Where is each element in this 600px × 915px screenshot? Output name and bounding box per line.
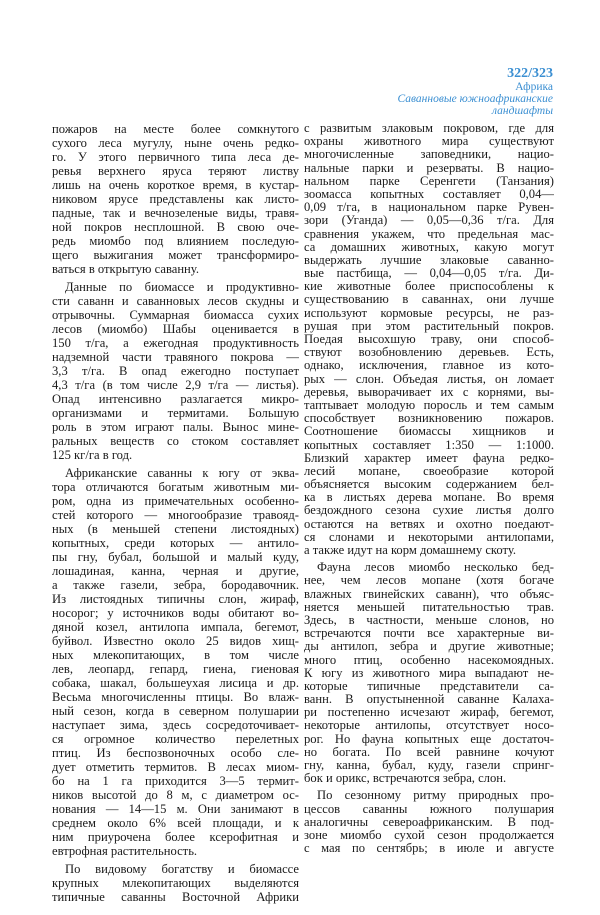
text-line: много птиц, особенно насекомоядных. xyxy=(304,653,554,667)
text-line: рог. Но фауна копытных еще достаточ- xyxy=(304,732,554,746)
text-line: Фауна лесов миомбо несколько бед- xyxy=(317,561,554,575)
text-line: 3,3 т/га. В опад ежегодно поступает xyxy=(52,364,299,378)
text-line: лесов (миомбо) Шабы оценивается в xyxy=(52,322,299,336)
text-line: ствуют возобновлению деревьев. Есть, xyxy=(304,346,554,360)
text-line: выдержать лучшие злаковые саванно- xyxy=(304,253,554,267)
text-line: ных млекопитающих, в том числе xyxy=(52,648,299,662)
text-line: ников высотой до 8 м, с диаметром ос- xyxy=(52,788,299,802)
text-line: остаются на ветвях и охотно поедают- xyxy=(304,517,554,531)
paragraph xyxy=(52,466,299,858)
text-line: некоторые антилопы, отсутствует носо- xyxy=(304,719,554,733)
text-line: щего выжигания может трансформиро- xyxy=(52,248,299,262)
text-line: организмами и термитами. Большую xyxy=(52,406,299,420)
text-line: с развитым злаковым покровом, где для xyxy=(304,122,554,135)
text-line: а также газели, зебра, бородавочник. xyxy=(52,578,299,592)
text-line: бок и орикс, встречаются зебра, слон. xyxy=(304,772,507,786)
text-line: стей которого — многообразие травояд- xyxy=(52,508,299,522)
text-line: дяной козел, антилопа импала, бегемот, xyxy=(52,620,299,634)
text-line: способствует возникновению пожаров. xyxy=(304,412,554,426)
text-line: копытных, среди которых — антило- xyxy=(52,536,299,550)
text-line: ром, одна из примечательных особенно- xyxy=(52,494,299,508)
text-line: зори (Уганда) — 0,05—0,36 т/га. Для xyxy=(304,214,554,228)
text-line: птиц. Из беспозвоночных особо сле- xyxy=(52,746,299,760)
text-line: ды антилоп, зебра и другие животные; xyxy=(304,640,554,654)
paragraph xyxy=(304,561,554,785)
paragraph xyxy=(304,122,554,557)
text-line: носорог; у источников воды обитают во- xyxy=(52,606,299,620)
subsection-title-line-2: ландшафты xyxy=(492,105,553,117)
text-line: ной покров несплошной. В свою оче- xyxy=(52,220,299,234)
text-line: сти саванн и саванновых лесов скудны и xyxy=(52,294,299,308)
text-line: крупных млекопитающих выделяются xyxy=(52,876,299,890)
text-line: а также идут на корм домашнему скоту. xyxy=(304,544,517,557)
text-line: падные, так и вечнозеленые виды, травя- xyxy=(52,206,299,220)
text-line: ревья верхнего яруса теряют листву xyxy=(52,164,299,178)
text-line: зоомасса копытных составляет 0,04— xyxy=(304,187,554,201)
text-line: пожаров на месте более сомкнутого xyxy=(52,122,299,136)
subsection-title-line-1: Саванновые южноафриканские xyxy=(397,93,553,105)
text-line: няется меньшей питательностью трав. xyxy=(304,600,554,614)
text-line: пы гну, бубал, большой и малый куду, xyxy=(52,550,299,564)
text-line: охраны животного мира существуют xyxy=(304,135,554,149)
text-line: ка в листьях дерева мопане. Во время xyxy=(304,491,554,505)
text-line: встречаются почти все характерные ви- xyxy=(304,627,554,641)
text-line: аналогичны североафриканским. В под- xyxy=(304,815,554,829)
text-line: используют кормовые ресурсы, не раз- xyxy=(304,306,554,320)
text-line: нования — 14—15 м. Они занимают в xyxy=(52,802,299,816)
text-line: с мая по сентябрь; в июле и августе xyxy=(304,842,554,856)
text-line: тора отличаются богатым животным ми- xyxy=(52,480,299,494)
text-line: лев, леопард, гепард, гиена, гиеновая xyxy=(52,662,299,676)
text-line: евтрофная растительность. xyxy=(52,844,198,858)
text-line: Близкий характер имеет фауна редко- xyxy=(304,451,554,465)
text-line: рушая при этом растительный покров. xyxy=(304,319,554,333)
text-line: которые типичные представители са- xyxy=(304,679,554,693)
text-line: Из листоядных типичны слон, жираф, xyxy=(52,592,299,606)
text-line: деревья, выворачивает их с корнями, вы- xyxy=(304,385,554,399)
text-line: гну, канна, бубал, куду, газели спринг- xyxy=(304,759,554,772)
text-line: вые пастбища, — 0,04—0,05 т/га. Ди- xyxy=(304,267,554,281)
section-title: Африка xyxy=(515,81,553,93)
text-line: лошадиная, канна, черная и другие, xyxy=(52,564,299,578)
text-line: нальном парке Серенгети (Танзания) xyxy=(304,174,554,188)
text-line: таптывает молодую поросль и тем самым xyxy=(304,398,554,412)
text-line: сравнения укажем, что предельная мас- xyxy=(304,227,554,241)
paragraph xyxy=(52,280,299,462)
text-line: объясняется высоким содержанием бел- xyxy=(304,478,554,492)
text-line: влажных гвинейских саванн), что объяс- xyxy=(304,587,554,601)
text-line: цессов саванны южного полушария xyxy=(304,802,554,816)
text-line: однако, исключения, главное из кото- xyxy=(304,359,554,373)
text-line: лишь на очень короткое время, в кустар- xyxy=(52,178,299,192)
text-line: бездождного сезона сухие листья долго xyxy=(304,504,554,518)
text-line: Соотношение биомассы хищников и xyxy=(304,425,554,439)
text-line: 150 т/га, а ежегодная продуктивность xyxy=(52,336,299,350)
text-line: редь миомбо под влиянием последую- xyxy=(52,234,299,248)
text-line: отрывочны. Суммарная биомасса сухих xyxy=(52,308,299,322)
text-line: собака, шакал, большеухая лисица и др. xyxy=(52,676,299,690)
text-line: 4,3 т/га (в том числе 2,9 т/га — листья). xyxy=(52,378,299,392)
text-line: рых — слон. Объедая листья, он ломает xyxy=(304,372,554,386)
text-line: По видовому богатству и биомассе xyxy=(65,862,299,876)
text-line: Поедая высохшую траву, они способ- xyxy=(304,333,554,346)
text-line: надземной части травяного покрова — xyxy=(52,350,299,364)
text-line: ванн. В опустыненной саванне Калаха- xyxy=(304,693,554,707)
text-line: никовом ярусе представлены как листо- xyxy=(52,192,299,206)
text-line: дует отметить термитов. В лесах миом- xyxy=(52,760,299,774)
text-line: существованию в саваннах, они лучше xyxy=(304,293,554,307)
paragraph xyxy=(304,789,554,855)
text-line: ваться в открытую саванну. xyxy=(52,262,199,276)
text-line: ся слонами и некоторыми антилопами, xyxy=(304,530,554,544)
text-line: Африканские саванны к югу от эква- xyxy=(65,466,299,480)
text-column-left xyxy=(52,122,299,908)
text-line: бо на 1 га приходится 3—5 термит- xyxy=(52,774,299,788)
text-line: ральных веществ со стоком составляет xyxy=(52,434,299,448)
text-line: но богата. По всей равнине кочуют xyxy=(304,745,554,759)
text-line: типичные саванны Восточной Африки xyxy=(52,890,299,904)
text-line: Весьма многочисленны птицы. Во влаж- xyxy=(52,690,299,704)
page-numbers: 322/323 xyxy=(507,66,553,81)
text-line: ри постепенно исчезают жираф, бегемот, xyxy=(304,706,554,720)
text-line: сухого леса мугулу, ныне очень редко- xyxy=(52,136,299,150)
text-line: наступает зима, здесь сосредоточивает- xyxy=(52,718,299,732)
text-line: роль в этом играют палы. Вынос мине- xyxy=(52,420,299,434)
text-line: нее, чем лесов мопане (хотя богаче xyxy=(304,574,554,588)
text-line: 0,09 т/га, в национальном парке Рувен- xyxy=(304,201,554,215)
text-line: 125 кг/га в год. xyxy=(52,448,133,462)
text-line: лесий мопане, своеобразие которой xyxy=(304,464,554,478)
text-line: К югу из животного мира выпадают не- xyxy=(304,666,554,680)
text-column-right xyxy=(304,122,554,859)
text-line: Данные по биомассе и продуктивно- xyxy=(65,280,299,294)
text-line: ных (в меньшей степени листоядных) xyxy=(52,522,299,536)
text-line: са домашних животных, какую могут xyxy=(304,240,554,254)
text-line: нальные парки и резерваты. В нацио- xyxy=(304,161,554,175)
running-header xyxy=(398,66,554,117)
text-line: зоне миомбо сухой сезон продолжается xyxy=(304,828,554,842)
paragraph xyxy=(52,122,299,276)
text-line: ним приурочена более ксерофитная и xyxy=(52,830,299,844)
text-line: кие животные более приспособлены к xyxy=(304,280,554,294)
text-line: многочисленные заповедники, нацио- xyxy=(304,148,554,162)
text-line: ся огромное количество перелетных xyxy=(52,732,299,746)
text-line: копытных составляет 1:350 — 1:1000. xyxy=(304,438,554,452)
text-line: По сезонному ритму природных про- xyxy=(317,789,554,803)
text-line: го. У этого первичного типа леса де- xyxy=(52,150,299,164)
text-line: Опад интенсивно разлагается микро- xyxy=(52,392,299,406)
paragraph xyxy=(52,862,299,904)
text-line: буйвол. Известно около 25 видов хищ- xyxy=(52,634,299,648)
text-line: Здесь, в частности, меньше слонов, но xyxy=(304,613,554,627)
text-line: среднем около 6% всей площади, и к xyxy=(52,816,299,830)
text-line: ный сезон, когда в северном полушарии xyxy=(52,704,299,718)
